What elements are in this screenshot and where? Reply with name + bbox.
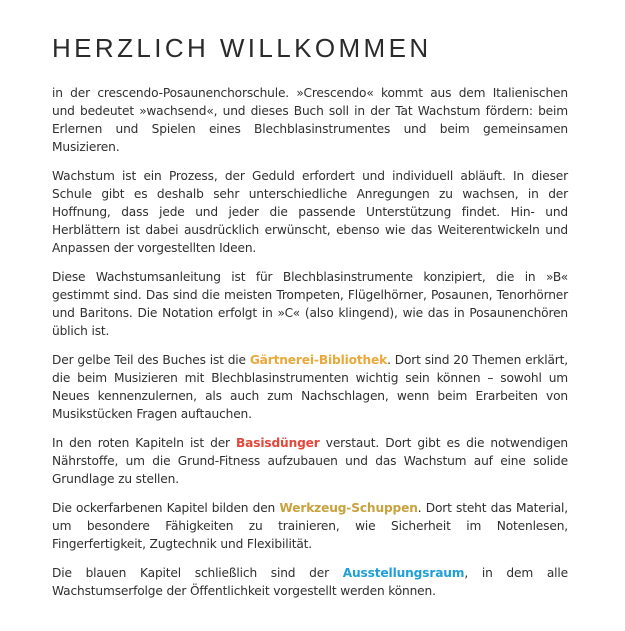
paragraph-blue-section [52,564,568,600]
paragraph-red-section [52,434,568,488]
paragraph-text: , in dem alle Wachstumserfolge der Öffentlichkeit vorgestellt werden können. [52,566,568,598]
highlight-werkzeug-schuppen: Werkzeug-Schuppen [279,501,418,515]
paragraph-ochre-section [52,499,568,553]
page-content [52,28,568,611]
paragraph-text: . Dort steht das Material, um besondere Fähigkeiten zu trainieren, wie Sicherheit im Notenlesen, Fingerfertigkeit, Zugtechnik und Flexibilität. [52,501,568,551]
paragraph-instruments: Diese Wachstumsanleitung ist für Blechblasinstrumente konzipiert, die in »B« gestimmt sind. Das sind die meisten Trompeten, Flügelhörner, Posaunen, Tenorhörner und Baritons. Die Notation erfolgt in »C« (also klingend), wie das in Posaunenchören üblich ist. [52,270,568,338]
paragraph-yellow-section [52,351,568,423]
paragraph-growth: Wachstum ist ein Prozess, der Geduld erfordert und individuell abläuft. In dieser Schule gibt es deshalb sehr unterschiedliche Anregungen zu wachsen, in der Hoffnung, dass jede und jeder die passende Unterstützung findet. Hin- und Herblättern ist dabei ausdrücklich erwünscht, ebenso wie das Weiterentwickeln und Anpassen der vorgestellten Ideen. [52,169,568,255]
paragraph-text: Die blauen Kapitel schließlich sind der [52,566,343,580]
paragraph-text: Der gelbe Teil des Buches ist die [52,353,250,367]
paragraph-text: verstaut. Dort gibt es die notwendigen Nährstoffe, um die Grund-Fitness aufzubauen und das Wachstum auf eine solide Grundlage zu stellen. [52,436,568,486]
highlight-gaertnerei-bibliothek: Gärtnerei-Bibliothek [249,353,388,367]
paragraph-text: Die ockerfarbenen Kapitel bilden den [52,501,280,515]
highlight-ausstellungsraum: Ausstellungsraum [342,566,465,580]
paragraph-intro: in der crescendo-Posaunenchorschule. »Crescendo« kommt aus dem Italienischen und bedeutet »wachsend«, und dieses Buch soll in der Tat Wachstum fördern: beim Erlernen und Spielen eines Blechblasinstrumentes und beim gemeinsamen Musizieren. [52,86,568,154]
page-title: HERZLICH WILLKOMMEN [52,33,432,63]
paragraph-text: In den roten Kapiteln ist der [52,436,237,450]
highlight-basisduenger: Basisdünger [236,436,320,450]
paragraph-text: . Dort sind 20 Themen erklärt, die beim Musizieren mit Blechblasinstrumenten wichtig sein können – sowohl um Neues kennenzulernen, als auch zum Nachschlagen, wenn beim Erarbeiten von Musikstücken Fragen auftauchen. [52,353,568,421]
